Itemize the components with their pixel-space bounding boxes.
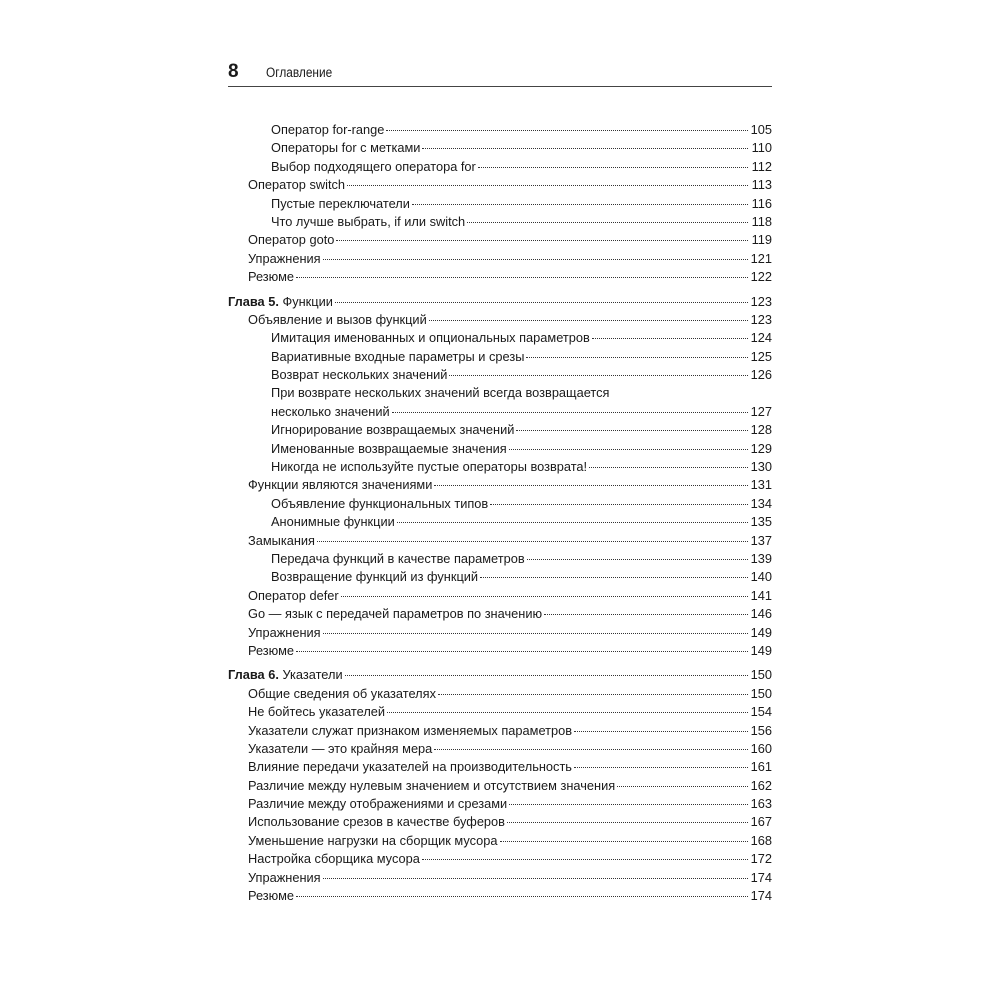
dot-leader xyxy=(317,540,748,542)
toc-entry xyxy=(228,495,772,513)
toc-page-number: 146 xyxy=(750,606,772,622)
toc-entry xyxy=(228,605,772,623)
toc-page-number: 119 xyxy=(751,232,772,248)
dot-leader xyxy=(323,258,748,260)
dot-leader xyxy=(323,632,748,634)
dot-leader xyxy=(345,674,748,676)
toc-entry xyxy=(228,176,772,194)
dot-leader xyxy=(490,503,748,505)
toc-entry-title: несколько значений xyxy=(271,403,390,419)
toc-page-number: 116 xyxy=(751,195,772,211)
toc-page-number: 131 xyxy=(750,477,772,493)
dot-leader xyxy=(323,877,748,879)
dot-leader xyxy=(422,147,748,149)
toc-entry-title: Передача функций в качестве параметров xyxy=(271,550,525,566)
toc-page-number: 123 xyxy=(750,311,772,327)
toc-page-number: 129 xyxy=(750,440,772,456)
toc-entry xyxy=(228,685,772,703)
toc-entry xyxy=(228,139,772,157)
toc-entry xyxy=(228,777,772,795)
toc-entry-title: Пустые переключатели xyxy=(271,195,410,211)
toc-entry xyxy=(228,887,772,905)
dot-leader xyxy=(429,319,748,321)
chapter-label: Глава 6. xyxy=(228,667,279,683)
toc-entry xyxy=(228,213,772,231)
toc-page-number: 127 xyxy=(750,403,772,419)
toc-page-number: 123 xyxy=(750,293,772,309)
dot-leader xyxy=(412,203,748,205)
toc-page-number: 174 xyxy=(750,869,772,885)
toc-page-number: 150 xyxy=(750,667,772,683)
toc-entry xyxy=(228,403,772,421)
toc-entry xyxy=(228,740,772,758)
toc-entry-title: Не бойтесь указателей xyxy=(248,704,386,720)
toc-entry-title: Резюме xyxy=(248,888,295,904)
toc-entry xyxy=(228,869,772,887)
dot-leader xyxy=(335,301,748,303)
dot-leader xyxy=(467,221,748,223)
toc-page-number: 121 xyxy=(750,250,772,266)
toc-entry xyxy=(228,513,772,531)
toc-page-number: 139 xyxy=(750,550,772,566)
page-header xyxy=(228,60,772,87)
dot-leader xyxy=(516,429,748,431)
toc-entry-title: Выбор подходящего оператора for xyxy=(271,158,476,174)
toc-page-number: 110 xyxy=(751,140,772,156)
toc-entry-title: Резюме xyxy=(248,642,295,658)
toc-entry xyxy=(228,532,772,550)
toc-entry-title: Резюме xyxy=(248,269,295,285)
dot-leader xyxy=(296,650,748,652)
toc-entry-title: Общие сведения об указателях xyxy=(248,685,436,701)
dot-leader xyxy=(509,803,748,805)
dot-leader xyxy=(296,276,748,278)
toc-entry xyxy=(228,268,772,286)
toc-page-number: 150 xyxy=(750,685,772,701)
toc-entry xyxy=(228,850,772,868)
toc-entry xyxy=(228,624,772,642)
toc-entry-title: Вариативные входные параметры и срезы xyxy=(271,348,525,364)
chapter-label: Глава 5. xyxy=(228,293,279,309)
toc-entry xyxy=(228,250,772,268)
toc-entry-title-line: При возврате нескольких значений всегда возвращается xyxy=(271,385,610,401)
toc-entry xyxy=(228,158,772,176)
dot-leader xyxy=(589,466,748,468)
toc-entry xyxy=(228,311,772,329)
toc-entry xyxy=(228,231,772,249)
toc-entry-title: Оператор defer xyxy=(248,587,339,603)
toc-entry xyxy=(228,568,772,586)
toc-page-number: 154 xyxy=(750,704,772,720)
dot-leader xyxy=(592,337,748,339)
dot-leader xyxy=(509,448,748,450)
toc-entry xyxy=(228,758,772,776)
toc-page-number: 128 xyxy=(750,422,772,438)
toc-entry xyxy=(228,703,772,721)
toc-entry xyxy=(228,587,772,605)
toc-entry-title: Go — язык с передачей параметров по значению xyxy=(248,606,543,622)
toc-entry-title: Имитация именованных и опциональных параметров xyxy=(271,330,590,346)
chapter-title: Функции xyxy=(282,293,333,309)
toc-page-number: 118 xyxy=(751,213,772,229)
dot-leader xyxy=(480,576,748,578)
toc-entry xyxy=(228,458,772,476)
toc-entry-title: Именованные возвращаемые значения xyxy=(271,440,507,456)
dot-leader xyxy=(386,129,748,131)
toc-entry-title: Различие между нулевым значением и отсутствием значения xyxy=(248,777,616,793)
dot-leader xyxy=(574,766,748,768)
toc-entry-title: Упражнения xyxy=(248,624,321,640)
page-number: 8 xyxy=(228,61,239,82)
toc-entry-title: Указатели — это крайняя мера xyxy=(248,740,433,756)
toc-entry xyxy=(228,795,772,813)
dot-leader xyxy=(392,411,748,413)
dot-leader xyxy=(296,895,748,897)
toc-entry-title: Упражнения xyxy=(248,250,321,266)
toc-page-number: 162 xyxy=(750,777,772,793)
toc-entry xyxy=(228,722,772,740)
dot-leader xyxy=(574,730,748,732)
toc-entry-title: Оператор goto xyxy=(248,232,335,248)
toc-page-number: 163 xyxy=(750,796,772,812)
toc-page-number: 125 xyxy=(750,348,772,364)
toc-page-number: 141 xyxy=(750,587,772,603)
toc-chapter-entry xyxy=(228,293,772,311)
toc-entry-title: Указатели служат признаком изменяемых параметров xyxy=(248,722,573,738)
toc-chapter-entry xyxy=(228,666,772,684)
toc-entry-title: Настройка сборщика мусора xyxy=(248,851,420,867)
toc-entry xyxy=(228,195,772,213)
toc-entry xyxy=(228,348,772,366)
dot-leader xyxy=(527,558,748,560)
dot-leader xyxy=(449,374,748,376)
toc-entry-title: Оператор switch xyxy=(248,177,346,193)
dot-leader xyxy=(387,711,748,713)
toc-entry-title: Функции являются значениями xyxy=(248,477,433,493)
toc-entry-title: Операторы for с метками xyxy=(271,140,421,156)
toc-entry-title: Уменьшение нагрузки на сборщик мусора xyxy=(248,832,498,848)
toc-page-number: 126 xyxy=(750,367,772,383)
table-of-contents xyxy=(228,121,772,905)
toc-page-number: 113 xyxy=(751,177,772,193)
toc-entry-title: Что лучше выбрать, if или switch xyxy=(271,213,466,229)
dot-leader xyxy=(434,484,748,486)
toc-entry-title: Различие между отображениями и срезами xyxy=(248,796,508,812)
chapter-title: Указатели xyxy=(282,667,343,683)
dot-leader xyxy=(478,166,748,168)
toc-page-number: 140 xyxy=(750,569,772,585)
toc-page-number: 112 xyxy=(751,158,772,174)
toc-entry-title xyxy=(228,293,333,311)
dot-leader xyxy=(617,785,748,787)
dot-leader xyxy=(526,356,748,358)
dot-leader xyxy=(397,521,748,523)
toc-entry-title xyxy=(228,666,343,684)
toc-page-number: 134 xyxy=(750,495,772,511)
running-title: Оглавление xyxy=(266,65,333,80)
toc-page-number: 149 xyxy=(750,624,772,640)
toc-page-number: 149 xyxy=(750,642,772,658)
dot-leader xyxy=(336,239,748,241)
toc-entry-title: Анонимные функции xyxy=(271,514,395,530)
toc-entry-title: Объявление и вызов функций xyxy=(248,311,427,327)
toc-entry-title: Влияние передачи указателей на производительность xyxy=(248,759,572,775)
toc-entry-title: Возвращение функций из функций xyxy=(271,569,479,585)
toc-page-number: 161 xyxy=(750,759,772,775)
toc-entry xyxy=(228,329,772,347)
toc-page-number: 130 xyxy=(750,459,772,475)
toc-entry-title: Использование срезов в качестве буферов xyxy=(248,814,505,830)
toc-page-number: 156 xyxy=(750,722,772,738)
toc-entry xyxy=(228,813,772,831)
toc-page-number: 122 xyxy=(750,269,772,285)
toc-entry-title: Никогда не используйте пустые операторы возврата! xyxy=(271,459,588,475)
toc-entry-title: Объявление функциональных типов xyxy=(271,495,489,511)
toc-entry xyxy=(228,121,772,139)
toc-page-number: 135 xyxy=(750,514,772,530)
toc-entry xyxy=(228,550,772,568)
toc-entry-title: Игнорирование возвращаемых значений xyxy=(271,422,515,438)
toc-entry-title: Возврат нескольких значений xyxy=(271,367,448,383)
toc-page-number: 105 xyxy=(750,122,772,137)
toc-page-number: 137 xyxy=(750,532,772,548)
toc-entry xyxy=(228,366,772,384)
dot-leader xyxy=(347,184,748,186)
toc-page-number: 172 xyxy=(750,851,772,867)
toc-page-number: 124 xyxy=(750,330,772,346)
toc-entry xyxy=(228,642,772,660)
dot-leader xyxy=(434,748,748,750)
toc-page-number: 168 xyxy=(750,832,772,848)
toc-page-number: 160 xyxy=(750,740,772,756)
toc-entry xyxy=(228,832,772,850)
toc-entry-title: Упражнения xyxy=(248,869,321,885)
dot-leader xyxy=(507,821,748,823)
dot-leader xyxy=(544,613,748,615)
dot-leader xyxy=(341,595,748,597)
toc-entry xyxy=(228,421,772,439)
toc-page-number: 174 xyxy=(750,888,772,904)
toc-page-number: 167 xyxy=(750,814,772,830)
toc-entry-title: Оператор for-range xyxy=(271,122,385,137)
dot-leader xyxy=(500,840,749,842)
toc-entry-title: Замыкания xyxy=(248,532,315,548)
dot-leader xyxy=(438,693,748,695)
toc-entry xyxy=(228,476,772,494)
dot-leader xyxy=(422,858,748,860)
toc-entry xyxy=(228,440,772,458)
